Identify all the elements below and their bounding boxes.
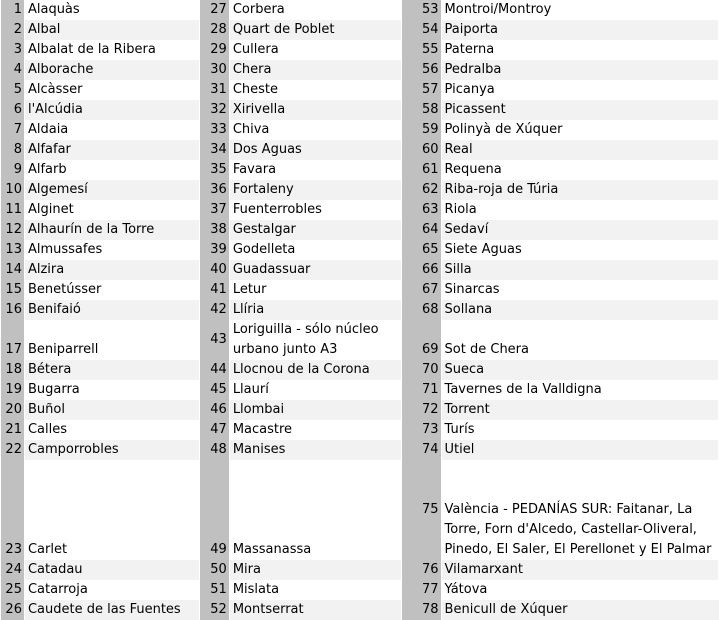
row-number: 58 (401, 100, 441, 120)
row-number: 6 (1, 100, 25, 120)
municipality-name: Manises (229, 440, 401, 460)
row-number: 43 (199, 320, 229, 360)
row-number: 50 (199, 560, 229, 580)
municipality-name: Catarroja (27, 582, 88, 597)
municipality-name: Llaurí (232, 382, 269, 397)
table-row (1, 220, 719, 240)
row-number: 55 (401, 40, 441, 60)
table-body (1, 0, 719, 620)
municipality-name: Camporrobles (24, 440, 199, 460)
municipality-name: Torrent (441, 400, 718, 420)
row-number: 44 (199, 360, 229, 380)
municipality-name: Mira (229, 560, 401, 580)
row-number: 66 (401, 260, 441, 280)
table-row (1, 320, 719, 360)
municipality-name: Sueca (441, 360, 718, 380)
table-row (1, 200, 719, 220)
row-number: 28 (199, 20, 229, 40)
row-number: 35 (199, 160, 229, 180)
row-number: 30 (199, 60, 229, 80)
row-number: 41 (199, 280, 229, 300)
municipality-name: Beniparrell (27, 342, 99, 357)
table-row (1, 60, 719, 80)
municipality-name: Letur (232, 282, 267, 297)
table-row (1, 80, 719, 100)
row-number: 74 (401, 440, 441, 460)
municipality-name: Massanassa (232, 542, 312, 557)
municipality-name: Loriguilla - sólo núcleo urbano junto A3 (232, 322, 379, 357)
row-number: 25 (1, 580, 25, 600)
row-number: 16 (1, 300, 25, 320)
row-number: 1 (1, 0, 25, 20)
municipality-name: Riba-roja de Túria (441, 180, 718, 200)
row-number: 29 (199, 40, 229, 60)
municipality-name: Pedralba (441, 60, 718, 80)
municipality-name: Albal (24, 20, 199, 40)
row-number: 78 (401, 600, 441, 620)
row-number: 21 (1, 420, 25, 440)
table-row (1, 580, 719, 600)
municipality-name: Almussafes (27, 242, 103, 257)
municipality-name: Picassent (441, 100, 718, 120)
row-number: 68 (401, 300, 441, 320)
row-number: 14 (1, 260, 25, 280)
table-row (1, 400, 719, 420)
row-number: 37 (199, 200, 229, 220)
row-number: 53 (401, 0, 441, 20)
row-number: 38 (199, 220, 229, 240)
municipality-name: Albalat de la Ribera (27, 42, 156, 57)
row-number: 73 (401, 420, 441, 440)
row-number: 2 (1, 20, 25, 40)
table-row (1, 40, 719, 60)
table-row (1, 0, 719, 20)
row-number: 18 (1, 360, 25, 380)
municipality-name: Requena (444, 162, 502, 177)
municipality-name: Llombai (229, 400, 401, 420)
table-row (1, 460, 719, 560)
row-number: 76 (401, 560, 441, 580)
row-number: 49 (199, 460, 229, 560)
table-row (1, 600, 719, 620)
table-row (1, 420, 719, 440)
municipality-name: Turís (444, 422, 475, 437)
table-row (1, 380, 719, 400)
row-number: 65 (401, 240, 441, 260)
row-number: 39 (199, 240, 229, 260)
municipality-name: Alcàsser (27, 82, 83, 97)
row-number: 52 (199, 600, 229, 620)
row-number: 24 (1, 560, 25, 580)
row-number: 47 (199, 420, 229, 440)
row-number: 70 (401, 360, 441, 380)
row-number: 33 (199, 120, 229, 140)
row-number: 40 (199, 260, 229, 280)
municipality-name: Bétera (24, 360, 199, 380)
municipality-name: Alzira (24, 260, 199, 280)
municipality-name: Paterna (444, 42, 495, 57)
municipality-name: Favara (232, 162, 277, 177)
municipality-name: Llíria (229, 300, 401, 320)
row-number: 69 (401, 320, 441, 360)
row-number: 77 (401, 580, 441, 600)
municipality-name: Paiporta (441, 20, 718, 40)
municipality-name: Xirivella (229, 100, 401, 120)
municipality-name: Mislata (232, 582, 280, 597)
municipality-name: Gestalgar (229, 220, 401, 240)
table-row (1, 280, 719, 300)
municipality-name: Godelleta (232, 242, 296, 257)
row-number: 60 (401, 140, 441, 160)
municipality-name: Alborache (24, 60, 199, 80)
municipality-name: Buñol (24, 400, 199, 420)
municipality-name: Tavernes de la Valldigna (444, 382, 602, 397)
row-number: 34 (199, 140, 229, 160)
municipality-name: Fortaleny (229, 180, 401, 200)
municipality-name: Carlet (27, 542, 68, 557)
row-number: 63 (401, 200, 441, 220)
table-row (1, 260, 719, 280)
row-number: 23 (1, 460, 25, 560)
municipality-name: Sedaví (441, 220, 718, 240)
row-number: 46 (199, 400, 229, 420)
municipality-name: Calles (27, 422, 68, 437)
row-number: 3 (1, 40, 25, 60)
municipality-name: Real (441, 140, 718, 160)
municipality-name: Alhaurín de la Torre (24, 220, 199, 240)
municipality-name: Sinarcas (444, 282, 500, 297)
row-number: 75 (401, 460, 441, 560)
row-number: 45 (199, 380, 229, 400)
municipality-name: Corbera (232, 2, 285, 17)
municipality-name: Silla (441, 260, 718, 280)
municipality-name: Montroi/Montroy (444, 2, 552, 17)
table-row (1, 360, 719, 380)
row-number: 17 (1, 320, 25, 360)
municipality-name: Riola (444, 202, 477, 217)
municipality-name: Picanya (444, 82, 495, 97)
row-number: 5 (1, 80, 25, 100)
row-number: 20 (1, 400, 25, 420)
municipality-name: Vilamarxant (441, 560, 718, 580)
row-number: 67 (401, 280, 441, 300)
row-number: 22 (1, 440, 25, 460)
table-row (1, 140, 719, 160)
table-row (1, 440, 719, 460)
municipality-name: Benicull de Xúquer (441, 600, 718, 620)
municipality-name: Caudete de las Fuentes (24, 600, 199, 620)
municipality-name: Algemesí (24, 180, 199, 200)
row-number: 7 (1, 120, 25, 140)
row-number: 26 (1, 600, 25, 620)
row-number: 56 (401, 60, 441, 80)
municipality-name: Aldaia (27, 122, 69, 137)
row-number: 48 (199, 440, 229, 460)
row-number: 32 (199, 100, 229, 120)
municipality-name: Alginet (27, 202, 74, 217)
municipality-name: Alfafar (24, 140, 199, 160)
row-number: 13 (1, 240, 25, 260)
table-row (1, 300, 719, 320)
row-number: 61 (401, 160, 441, 180)
municipality-name: Cullera (232, 42, 279, 57)
municipality-name: Alaquàs (27, 2, 80, 17)
municipality-name: Sollana (441, 300, 718, 320)
municipality-name: Polinyà de Xúquer (444, 122, 563, 137)
row-number: 10 (1, 180, 25, 200)
municipality-name: Quart de Poblet (229, 20, 401, 40)
municipality-name: Alfarb (27, 162, 67, 177)
row-number: 57 (401, 80, 441, 100)
table-row (1, 240, 719, 260)
row-number: 9 (1, 160, 25, 180)
row-number: 62 (401, 180, 441, 200)
table-row (1, 180, 719, 200)
row-number: 4 (1, 60, 25, 80)
municipality-name: Yátova (444, 582, 488, 597)
row-number: 59 (401, 120, 441, 140)
municipality-name: Sot de Chera (444, 342, 529, 357)
row-number: 54 (401, 20, 441, 40)
table-row (1, 160, 719, 180)
row-number: 31 (199, 80, 229, 100)
municipality-name: Catadau (24, 560, 199, 580)
municipality-name: Llocnou de la Corona (229, 360, 401, 380)
row-number: 51 (199, 580, 229, 600)
municipality-name: Montserrat (229, 600, 401, 620)
municipality-name: Benetússer (27, 282, 102, 297)
municipality-name: Fuenterrobles (232, 202, 322, 217)
row-number: 71 (401, 380, 441, 400)
table-row (1, 100, 719, 120)
table-row (1, 20, 719, 40)
municipality-name: València - PEDANÍAS SUR: Faitanar, La Torre, Forn d'Alcedo, Castellar-Oliveral, Pinedo, El Saler, El Perellonet y El Palmar (444, 502, 712, 557)
municipality-name: Guadassuar (229, 260, 401, 280)
row-number: 64 (401, 220, 441, 240)
row-number: 12 (1, 220, 25, 240)
municipality-name: Siete Aguas (444, 242, 522, 257)
row-number: 27 (199, 0, 229, 20)
table-row (1, 120, 719, 140)
row-number: 19 (1, 380, 25, 400)
row-number: 11 (1, 200, 25, 220)
row-number: 42 (199, 300, 229, 320)
municipality-name: Dos Aguas (229, 140, 401, 160)
municipality-name: Chiva (232, 122, 270, 137)
municipality-name: Utiel (441, 440, 718, 460)
table-row (1, 560, 719, 580)
municipality-name: Bugarra (27, 382, 80, 397)
row-number: 15 (1, 280, 25, 300)
municipality-name: Chera (229, 60, 401, 80)
municipality-name: Macastre (232, 422, 293, 437)
row-number: 36 (199, 180, 229, 200)
municipality-name: Cheste (232, 82, 278, 97)
municipality-name: l'Alcúdia (24, 100, 199, 120)
municipality-name: Benifaió (24, 300, 199, 320)
row-number: 72 (401, 400, 441, 420)
row-number: 8 (1, 140, 25, 160)
